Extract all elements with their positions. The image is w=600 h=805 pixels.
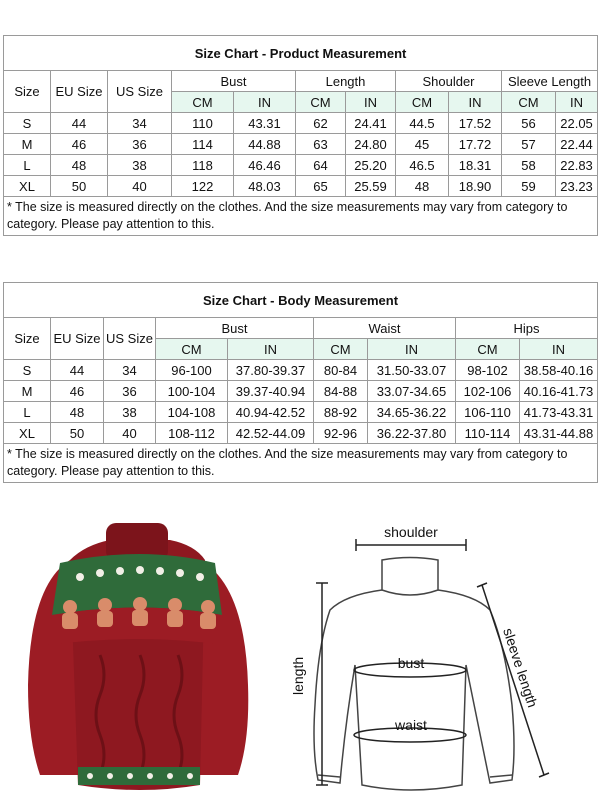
body-size-table: [3, 282, 598, 483]
cell: M: [4, 381, 51, 402]
table-row: [4, 402, 598, 423]
unit-cm: CM: [314, 339, 368, 360]
cell: 64: [296, 155, 346, 176]
cell: 56: [502, 113, 556, 134]
unit-in: IN: [228, 339, 314, 360]
cell: 46.5: [396, 155, 449, 176]
cell: 46.46: [234, 155, 296, 176]
eu-size-header: EU Size: [51, 318, 104, 360]
product-chart-title: Size Chart - Product Measurement: [4, 36, 598, 71]
cell: 122: [172, 176, 234, 197]
cell: 48: [396, 176, 449, 197]
illustration-svg: [0, 505, 600, 800]
cell: 38: [104, 402, 156, 423]
cell: 43.31: [234, 113, 296, 134]
cell: 44.88: [234, 134, 296, 155]
product-size-table: [3, 35, 598, 236]
body-size-chart: [3, 282, 597, 483]
cell: 46: [51, 134, 108, 155]
table-row: [4, 381, 598, 402]
product-chart-note: * The size is measured directly on the clothes. And the size measurements may vary from category to category. Please pay attention to this.: [4, 197, 598, 236]
cell: 34.65-36.22: [368, 402, 456, 423]
cell: 40.16-41.73: [520, 381, 598, 402]
cell: XL: [4, 423, 51, 444]
cell: M: [4, 134, 51, 155]
cell: 18.31: [449, 155, 502, 176]
cell: 114: [172, 134, 234, 155]
unit-in: IN: [449, 92, 502, 113]
cell: 45: [396, 134, 449, 155]
cell: 44: [51, 360, 104, 381]
cell: 48: [51, 402, 104, 423]
cell: 37.80-39.37: [228, 360, 314, 381]
eu-size-header: EU Size: [51, 71, 108, 113]
cell: 17.52: [449, 113, 502, 134]
unit-in: IN: [520, 339, 598, 360]
table-row: [4, 155, 598, 176]
unit-in: IN: [346, 92, 396, 113]
shoulder-label: shoulder: [384, 524, 438, 540]
cell: 38: [108, 155, 172, 176]
unit-in: IN: [368, 339, 456, 360]
cell: 22.05: [556, 113, 598, 134]
cell: 59: [502, 176, 556, 197]
cell: 34: [108, 113, 172, 134]
cell: 84-88: [314, 381, 368, 402]
cell: 44: [51, 113, 108, 134]
cell: 80-84: [314, 360, 368, 381]
cell: L: [4, 155, 51, 176]
unit-in: IN: [234, 92, 296, 113]
cell: 23.23: [556, 176, 598, 197]
product-size-chart: [3, 35, 597, 236]
waist-label: waist: [395, 717, 427, 733]
cell: 50: [51, 176, 108, 197]
cell: 98-102: [456, 360, 520, 381]
cell: 62: [296, 113, 346, 134]
cell: 102-106: [456, 381, 520, 402]
bust-header: Bust: [156, 318, 314, 339]
table-row: [4, 134, 598, 155]
cell: 31.50-33.07: [368, 360, 456, 381]
size-header: Size: [4, 71, 51, 113]
cell: 22.44: [556, 134, 598, 155]
cell: 110: [172, 113, 234, 134]
cell: 44.5: [396, 113, 449, 134]
cell: 39.37-40.94: [228, 381, 314, 402]
cell: 108-112: [156, 423, 228, 444]
cell: 43.31-44.88: [520, 423, 598, 444]
shoulder-header: Shoulder: [396, 71, 502, 92]
cell: 38.58-40.16: [520, 360, 598, 381]
unit-cm: CM: [502, 92, 556, 113]
length-header: Length: [296, 71, 396, 92]
cell: 104-108: [156, 402, 228, 423]
cell: 50: [51, 423, 104, 444]
cell: 17.72: [449, 134, 502, 155]
cell: 100-104: [156, 381, 228, 402]
cell: S: [4, 113, 51, 134]
cell: 24.41: [346, 113, 396, 134]
hips-header: Hips: [456, 318, 598, 339]
bust-label: bust: [397, 655, 425, 671]
table-row: [4, 176, 598, 197]
cell: 24.80: [346, 134, 396, 155]
cell: S: [4, 360, 51, 381]
cell: 36.22-37.80: [368, 423, 456, 444]
cell: 92-96: [314, 423, 368, 444]
cell: 34: [104, 360, 156, 381]
cell: 36: [104, 381, 156, 402]
cell: 65: [296, 176, 346, 197]
cell: 48.03: [234, 176, 296, 197]
waist-header: Waist: [314, 318, 456, 339]
unit-cm: CM: [296, 92, 346, 113]
body-chart-title: Size Chart - Body Measurement: [4, 283, 598, 318]
cell: 42.52-44.09: [228, 423, 314, 444]
cell: 58: [502, 155, 556, 176]
cell: 40.94-42.52: [228, 402, 314, 423]
table-row: [4, 423, 598, 444]
cell: 40: [108, 176, 172, 197]
cell: XL: [4, 176, 51, 197]
cell: 25.59: [346, 176, 396, 197]
cell: 96-100: [156, 360, 228, 381]
cell: 118: [172, 155, 234, 176]
cell: 22.83: [556, 155, 598, 176]
unit-cm: CM: [456, 339, 520, 360]
unit-cm: CM: [156, 339, 228, 360]
sweater-photo: [28, 523, 248, 790]
unit-in: IN: [556, 92, 598, 113]
unit-cm: CM: [172, 92, 234, 113]
cell: L: [4, 402, 51, 423]
table-row: [4, 113, 598, 134]
us-size-header: US Size: [108, 71, 172, 113]
cell: 40: [104, 423, 156, 444]
cell: 33.07-34.65: [368, 381, 456, 402]
cell: 18.90: [449, 176, 502, 197]
sleeve-length-label: sleeve length: [500, 625, 541, 710]
sleeve-length-header: Sleeve Length: [502, 71, 598, 92]
cell: 88-92: [314, 402, 368, 423]
unit-cm: CM: [396, 92, 449, 113]
cell: 25.20: [346, 155, 396, 176]
cell: 36: [108, 134, 172, 155]
length-label: length: [290, 656, 306, 695]
cell: 41.73-43.31: [520, 402, 598, 423]
us-size-header: US Size: [104, 318, 156, 360]
cell: 63: [296, 134, 346, 155]
cell: 48: [51, 155, 108, 176]
product-illustration-area: [0, 505, 600, 800]
cell: 110-114: [456, 423, 520, 444]
bust-header: Bust: [172, 71, 296, 92]
size-header: Size: [4, 318, 51, 360]
cell: 46: [51, 381, 104, 402]
cell: 57: [502, 134, 556, 155]
cell: 106-110: [456, 402, 520, 423]
table-row: [4, 360, 598, 381]
body-chart-note: * The size is measured directly on the clothes. And the size measurements may vary from category to category. Please pay attention to this.: [4, 444, 598, 483]
